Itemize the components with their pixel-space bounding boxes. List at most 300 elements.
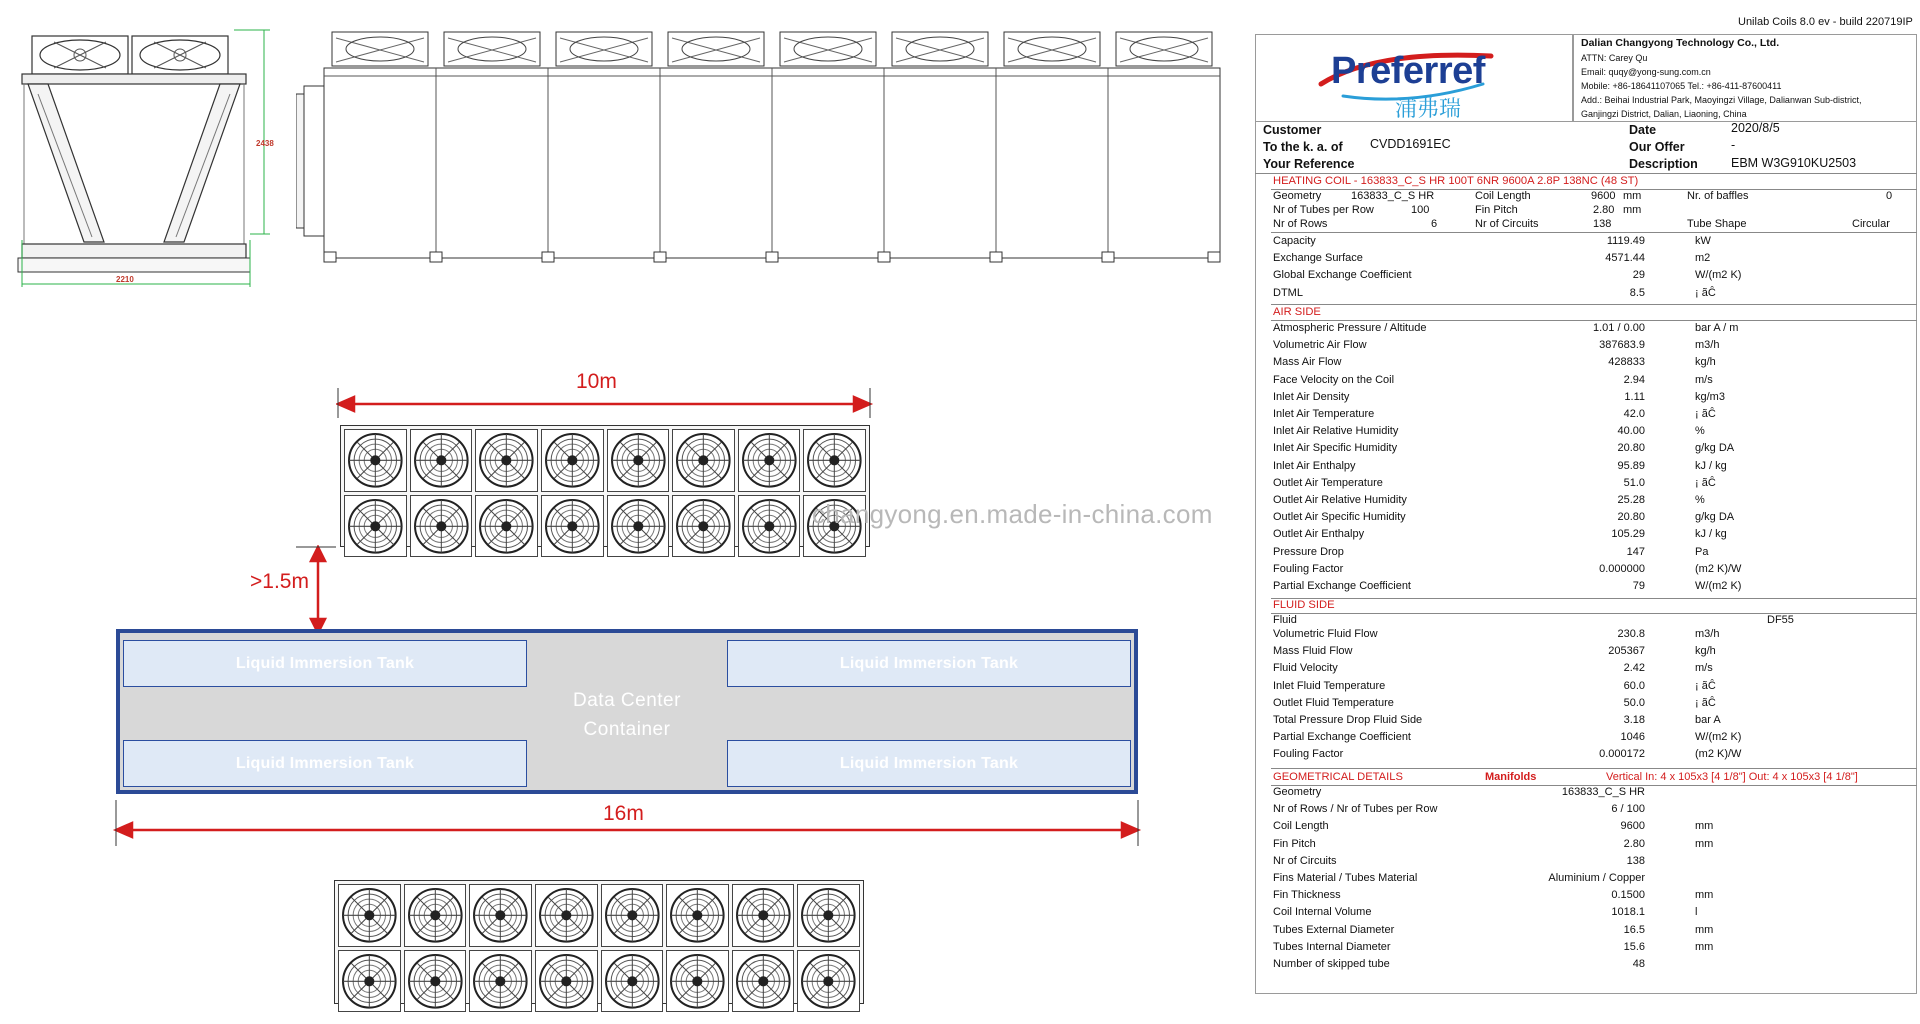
reference-label: Your Reference: [1263, 157, 1355, 171]
fan-unit: [410, 429, 473, 492]
fan-unit: [672, 429, 735, 492]
row-unit: m3/h: [1695, 339, 1720, 352]
top-fan-bank: [340, 425, 870, 547]
side-height-dimension: 2438: [256, 139, 274, 148]
row-unit: l: [1695, 906, 1698, 919]
date-value: 2020/8/5: [1731, 121, 1780, 135]
fan-icon: [733, 885, 794, 946]
table-row: [1255, 803, 1917, 820]
support-foot: [430, 252, 442, 262]
fan-icon: [470, 885, 531, 946]
fan-icon: [542, 430, 603, 491]
table-row: [1255, 731, 1917, 748]
fan-icon: [542, 496, 603, 557]
fan-unit: [601, 884, 664, 947]
fan-unit: [601, 950, 664, 1013]
fan-unit: [541, 495, 604, 558]
company-name: Dalian Changyong Technology Co., Ltd.: [1581, 37, 1780, 49]
immersion-tank-2: Liquid Immersion Tank: [727, 640, 1131, 687]
row-label: Total Pressure Drop Fluid Side: [1273, 714, 1423, 726]
row-value: 138: [1626, 854, 1645, 867]
fan-unit: [541, 429, 604, 492]
manifolds-value: Vertical In: 4 x 105x3 [4 1/8"] Out: 4 x 105x3 [4 1/8"]: [1606, 771, 1858, 783]
table-row: [1255, 958, 1917, 975]
row-unit: (m2 K)/W: [1695, 562, 1742, 575]
fan-icon: [470, 951, 531, 1012]
fan-unit: [607, 429, 670, 492]
fan-unit: [344, 429, 407, 492]
fan-unit: [404, 884, 467, 947]
fan-unit: [469, 884, 532, 947]
row-label: Inlet Fluid Temperature: [1273, 679, 1386, 692]
row-value: 6 / 100: [1611, 803, 1645, 816]
offer-label: Our Offer: [1629, 140, 1685, 154]
row-value: 95.89: [1617, 459, 1645, 472]
support-foot: [1102, 252, 1114, 262]
row-label: Partial Exchange Coefficient: [1273, 580, 1411, 592]
row-label: Outlet Air Enthalpy: [1273, 528, 1365, 541]
row-label: Fins Material / Tubes Material: [1273, 872, 1418, 884]
table-row: [1255, 820, 1917, 837]
fan-icon: [536, 885, 597, 946]
table-row: [1255, 391, 1917, 408]
manifolds-label: Manifolds: [1485, 771, 1537, 783]
fin-pitch-label: Fin Pitch: [1475, 204, 1518, 216]
fan-icon: [798, 951, 859, 1012]
row-label: Tubes External Diameter: [1273, 923, 1395, 936]
row-label: Outlet Air Specific Humidity: [1273, 511, 1406, 524]
fan-icon: [476, 430, 537, 491]
table-row: [1255, 748, 1917, 765]
row-unit: kW: [1695, 235, 1711, 247]
fan-icon: [339, 885, 400, 946]
table-row: [1255, 546, 1917, 563]
container-label-line2: Container: [583, 719, 671, 740]
row-unit: m3/h: [1695, 628, 1720, 640]
row-unit: kJ / kg: [1695, 459, 1727, 472]
row-label: Fouling Factor: [1273, 562, 1344, 575]
row-value: 1046: [1620, 731, 1645, 744]
fan-unit: [738, 429, 801, 492]
row-unit: kg/h: [1695, 645, 1716, 658]
row-label: Exchange Surface: [1273, 252, 1363, 265]
row-label: Inlet Air Density: [1273, 390, 1350, 403]
row-label: Global Exchange Coefficient: [1273, 269, 1412, 282]
row-unit: ¡ ãĈ: [1695, 476, 1716, 489]
table-row: [1255, 680, 1917, 697]
fan-unit: [666, 950, 729, 1013]
row-value: 1.01 / 0.00: [1593, 322, 1645, 334]
row-label: Outlet Fluid Temperature: [1273, 696, 1394, 709]
description-label: Description: [1629, 157, 1698, 171]
date-label: Date: [1629, 123, 1657, 137]
table-row: [1255, 322, 1917, 339]
row-label: Nr of Circuits: [1273, 854, 1337, 867]
fan-unit: [732, 950, 795, 1013]
row-value: 8.5: [1629, 286, 1645, 299]
fan-unit: [666, 884, 729, 947]
coil-geometry-label: Geometry: [1273, 190, 1322, 202]
fan-icon: [798, 885, 859, 946]
tube-shape-value: Circular: [1852, 218, 1890, 230]
coil-rows-label: Nr of Rows: [1273, 218, 1328, 230]
fan-unit: [535, 884, 598, 947]
table-row: [1255, 425, 1917, 442]
divider: [1271, 613, 1917, 614]
support-foot: [1208, 252, 1220, 262]
row-label: Inlet Air Specific Humidity: [1273, 442, 1398, 455]
row-value: 2.80: [1623, 837, 1645, 850]
row-value: 2.42: [1623, 662, 1645, 675]
row-label: Fluid Velocity: [1273, 662, 1338, 675]
fan-icon: [602, 951, 663, 1012]
fan-icon: [733, 951, 794, 1012]
row-unit: kg/m3: [1695, 390, 1725, 403]
fan-housing: [668, 32, 764, 66]
fan-unit: [475, 495, 538, 558]
row-value: 1018.1: [1611, 906, 1645, 919]
container-label: [527, 686, 727, 744]
fan-icon: [405, 885, 466, 946]
fan-unit: [338, 884, 401, 947]
row-label: Fouling Factor: [1273, 748, 1344, 761]
fin-pitch-value: 2.80: [1593, 204, 1615, 216]
fan-icon: [345, 430, 406, 491]
fan-icon: [739, 496, 800, 557]
table-row: [1255, 442, 1917, 459]
row-unit: mm: [1695, 889, 1714, 902]
offer-value: -: [1731, 138, 1736, 152]
row-value: 40.00: [1617, 425, 1645, 438]
row-value: 42.0: [1623, 408, 1645, 420]
fan-unit: [469, 950, 532, 1013]
fan-icon: [739, 430, 800, 491]
fan-icon: [804, 430, 865, 491]
immersion-tank-4: Liquid Immersion Tank: [727, 740, 1131, 787]
row-value: 60.0: [1623, 679, 1645, 692]
fan-housing: [444, 32, 540, 66]
fluid-label: Fluid: [1273, 614, 1297, 626]
row-value: 387683.9: [1599, 339, 1645, 352]
fan-unit: [344, 495, 407, 558]
row-value: Aluminium / Copper: [1548, 872, 1645, 884]
baffles-label: Nr. of baffles: [1687, 190, 1749, 202]
row-label: Inlet Air Relative Humidity: [1273, 425, 1399, 438]
company-email: Email: quqy@yong-sung.com.cn: [1581, 67, 1711, 77]
row-label: Coil Length: [1273, 820, 1329, 833]
row-value: 79: [1632, 580, 1645, 592]
table-row: [1255, 662, 1917, 679]
table-row: [1255, 645, 1917, 662]
row-unit: mm: [1695, 837, 1714, 850]
row-value: 205367: [1608, 645, 1645, 658]
row-label: Tubes Internal Diameter: [1273, 940, 1391, 953]
build-label: Unilab Coils 8.0 ev - build 220719IP: [1738, 16, 1913, 28]
row-unit: ¡ ãĈ: [1695, 679, 1716, 692]
fan-unit: [404, 950, 467, 1013]
row-unit: g/kg DA: [1695, 442, 1735, 455]
length-16m-label: 16m: [603, 802, 644, 825]
fan-unit: [797, 884, 860, 947]
row-value: 147: [1626, 545, 1645, 558]
fan-housing: [780, 32, 876, 66]
table-row: [1255, 889, 1917, 906]
fan-icon: [667, 885, 728, 946]
fan-housing: [556, 32, 652, 66]
baffles-value: 0: [1886, 190, 1893, 202]
table-row: [1255, 235, 1917, 252]
bottom-fan-bank: [334, 880, 864, 1004]
side-view-drawing: [14, 22, 284, 307]
row-unit: %: [1695, 425, 1705, 438]
fan-icon: [608, 496, 669, 557]
company-address-2: Ganjingzi District, Dalian, Liaoning, China: [1581, 109, 1747, 119]
row-label: Fin Thickness: [1273, 889, 1341, 902]
divider: [1255, 173, 1917, 174]
row-unit: m/s: [1695, 373, 1713, 386]
row-label: Coil Internal Volume: [1273, 906, 1372, 919]
fan-housing: [892, 32, 988, 66]
company-phone: Mobile: +86-18641107065 Tel.: +86-411-87600411: [1581, 81, 1782, 91]
fan-unit: [475, 429, 538, 492]
row-unit: W/(m2 K): [1695, 269, 1742, 282]
table-row: [1255, 906, 1917, 923]
fan-icon: [602, 885, 663, 946]
table-row: [1255, 408, 1917, 425]
divider: [1271, 304, 1917, 305]
divider: [1271, 768, 1917, 769]
row-value: 0.1500: [1611, 889, 1645, 902]
customer-label: Customer: [1263, 123, 1322, 137]
support-foot: [324, 252, 336, 262]
coil-rows-value: 6: [1431, 218, 1438, 230]
row-unit: m/s: [1695, 662, 1713, 675]
row-label: Outlet Air Relative Humidity: [1273, 494, 1407, 506]
fan-icon: [405, 951, 466, 1012]
table-row: [1255, 269, 1917, 286]
row-value: 3.18: [1623, 714, 1645, 726]
row-label: Inlet Air Temperature: [1273, 408, 1375, 420]
row-label: Nr of Rows / Nr of Tubes per Row: [1273, 803, 1438, 816]
ka-label: To the k. a. of: [1263, 140, 1343, 154]
table-row: [1255, 872, 1917, 889]
row-value: 1119.49: [1606, 235, 1645, 247]
row-unit: (m2 K)/W: [1695, 748, 1742, 761]
table-row: [1255, 339, 1917, 356]
row-label: Atmospheric Pressure / Altitude: [1273, 322, 1427, 334]
fan-icon: [673, 496, 734, 557]
table-row: [1255, 941, 1917, 958]
table-row: [1255, 528, 1917, 545]
fan-unit: [732, 884, 795, 947]
air-side-title: AIR SIDE: [1273, 306, 1321, 318]
row-unit: mm: [1695, 940, 1714, 953]
row-label: DTML: [1273, 286, 1303, 299]
row-unit: mm: [1695, 820, 1714, 833]
row-unit: ¡ ãĈ: [1695, 408, 1716, 420]
company-address-1: Add.: Beihai Industrial Park, Maoyingzi Village, Dalianwan Sub-district,: [1581, 95, 1862, 105]
row-value: 20.80: [1617, 442, 1645, 455]
row-label: Number of skipped tube: [1273, 958, 1390, 970]
table-row: [1255, 460, 1917, 477]
row-label: Capacity: [1273, 235, 1316, 247]
fan-icon: [411, 430, 472, 491]
coil-geometry-value: 163833_C_S HR: [1351, 190, 1435, 202]
row-value: 105.29: [1611, 528, 1645, 541]
length-10m-label: 10m: [576, 370, 617, 393]
immersion-tank-1: Liquid Immersion Tank: [123, 640, 527, 687]
table-row: [1255, 924, 1917, 941]
row-value: 0.000000: [1599, 562, 1645, 575]
fan-icon: [667, 951, 728, 1012]
row-value: 0.000172: [1599, 748, 1645, 761]
row-unit: g/kg DA: [1695, 511, 1735, 524]
row-unit: W/(m2 K): [1695, 580, 1742, 592]
row-value: 4571.44: [1605, 252, 1645, 265]
coil-tubes-value: 100: [1411, 204, 1430, 216]
row-value: 2.94: [1623, 373, 1645, 386]
circuits-value: 138: [1593, 218, 1612, 230]
row-value: 29: [1632, 269, 1645, 282]
row-label: Volumetric Fluid Flow: [1273, 628, 1378, 640]
row-value: 428833: [1608, 356, 1645, 369]
support-foot: [878, 252, 890, 262]
row-value: 48: [1632, 958, 1645, 970]
row-label: Mass Air Flow: [1273, 356, 1342, 369]
divider: [1271, 232, 1917, 233]
logo-chinese-text: 浦弗瑞: [1395, 97, 1462, 122]
table-row: [1255, 494, 1917, 511]
table-row: [1255, 287, 1917, 304]
watermark-text: changyong.en.made-in-china.com: [812, 499, 1213, 529]
fluid-side-title: FLUID SIDE: [1273, 599, 1335, 611]
fan-icon: [339, 951, 400, 1012]
row-label: Mass Fluid Flow: [1273, 645, 1353, 658]
row-value: 20.80: [1617, 511, 1645, 524]
row-value: 50.0: [1623, 696, 1645, 709]
row-label: Inlet Air Enthalpy: [1273, 459, 1356, 472]
side-width-dimension: 2210: [116, 275, 134, 284]
row-value: 230.8: [1617, 628, 1645, 640]
fan-icon: [411, 496, 472, 557]
fan-unit: [797, 950, 860, 1013]
immersion-tank-3: Liquid Immersion Tank: [123, 740, 527, 787]
row-label: Fin Pitch: [1273, 837, 1316, 850]
table-row: [1255, 786, 1917, 803]
row-label: Volumetric Air Flow: [1273, 339, 1367, 352]
table-row: [1255, 356, 1917, 373]
clearance-label: >1.5m: [250, 570, 309, 593]
row-value: 16.5: [1623, 923, 1645, 936]
row-unit: bar A / m: [1695, 322, 1739, 334]
table-row: [1255, 697, 1917, 714]
table-row: [1255, 855, 1917, 872]
table-row: [1255, 477, 1917, 494]
table-row: [1255, 714, 1917, 731]
row-unit: W/(m2 K): [1695, 731, 1742, 744]
fan-unit: [738, 495, 801, 558]
row-unit: ¡ ãĈ: [1695, 286, 1716, 299]
row-label: Geometry: [1273, 786, 1322, 798]
row-unit: m2: [1695, 252, 1711, 265]
table-row: [1255, 374, 1917, 391]
fan-unit: [803, 429, 866, 492]
coil-tubes-label: Nr of Tubes per Row: [1273, 204, 1374, 216]
fan-unit: [410, 495, 473, 558]
fan-unit: [607, 495, 670, 558]
fan-icon: [476, 496, 537, 557]
fan-unit: [535, 950, 598, 1013]
row-unit: bar A: [1695, 714, 1721, 726]
coil-length-value: 9600: [1591, 190, 1616, 202]
support-foot: [542, 252, 554, 262]
company-attn: ATTN: Carey Qu: [1581, 53, 1648, 63]
coil-length-unit: mm: [1623, 190, 1642, 202]
fan-housing: [1116, 32, 1212, 66]
row-value: 15.6: [1623, 940, 1645, 953]
row-value: 163833_C_S HR: [1561, 786, 1645, 798]
support-foot: [990, 252, 1002, 262]
row-unit: ¡ ãĈ: [1695, 696, 1716, 709]
row-unit: Pa: [1695, 545, 1709, 558]
table-row: [1255, 838, 1917, 855]
row-label: Outlet Air Temperature: [1273, 476, 1383, 489]
fan-icon: [345, 496, 406, 557]
fin-pitch-unit: mm: [1623, 204, 1642, 216]
row-value: 1.11: [1624, 390, 1645, 403]
spec-sheet: [1255, 16, 1917, 994]
container-label-line1: Data Center: [573, 690, 681, 711]
fan-icon: [608, 430, 669, 491]
row-label: Partial Exchange Coefficient: [1273, 731, 1411, 744]
fan-icon: [673, 430, 734, 491]
support-foot: [654, 252, 666, 262]
row-unit: kg/h: [1695, 356, 1716, 369]
row-value: 51.0: [1623, 476, 1645, 489]
coil-length-label: Coil Length: [1475, 190, 1531, 202]
fan-unit: [672, 495, 735, 558]
row-value: 25.28: [1617, 494, 1645, 506]
tube-shape-label: Tube Shape: [1687, 218, 1747, 230]
table-row: [1255, 511, 1917, 528]
description-value: EBM W3G910KU2503: [1731, 156, 1857, 170]
support-foot: [766, 252, 778, 262]
fan-icon: [536, 951, 597, 1012]
row-unit: mm: [1695, 923, 1714, 936]
circuits-label: Nr of Circuits: [1475, 218, 1539, 230]
fan-housing: [1004, 32, 1100, 66]
fan-housing: [332, 32, 428, 66]
logo-text: Preferref: [1331, 50, 1485, 92]
row-label: Pressure Drop: [1273, 545, 1344, 558]
table-row: [1255, 563, 1917, 580]
coil-title: HEATING COIL - 163833_C_S HR 100T 6NR 9600A 2.8P 138NC (48 ST): [1273, 175, 1639, 187]
row-unit: kJ / kg: [1695, 528, 1727, 541]
geometrical-details-title: GEOMETRICAL DETAILS: [1273, 771, 1403, 783]
row-value: 9600: [1620, 820, 1645, 833]
fan-unit: [338, 950, 401, 1013]
row-label: Face Velocity on the Coil: [1273, 373, 1395, 386]
ka-value: CVDD1691EC: [1370, 137, 1451, 151]
row-unit: %: [1695, 494, 1705, 506]
divider: [1271, 598, 1917, 599]
front-elevation-drawing: [296, 28, 1236, 264]
table-row: [1255, 628, 1917, 645]
table-row: [1255, 252, 1917, 269]
fluid-value: DF55: [1767, 614, 1794, 626]
table-row: [1255, 580, 1917, 597]
divider: [1271, 320, 1917, 321]
